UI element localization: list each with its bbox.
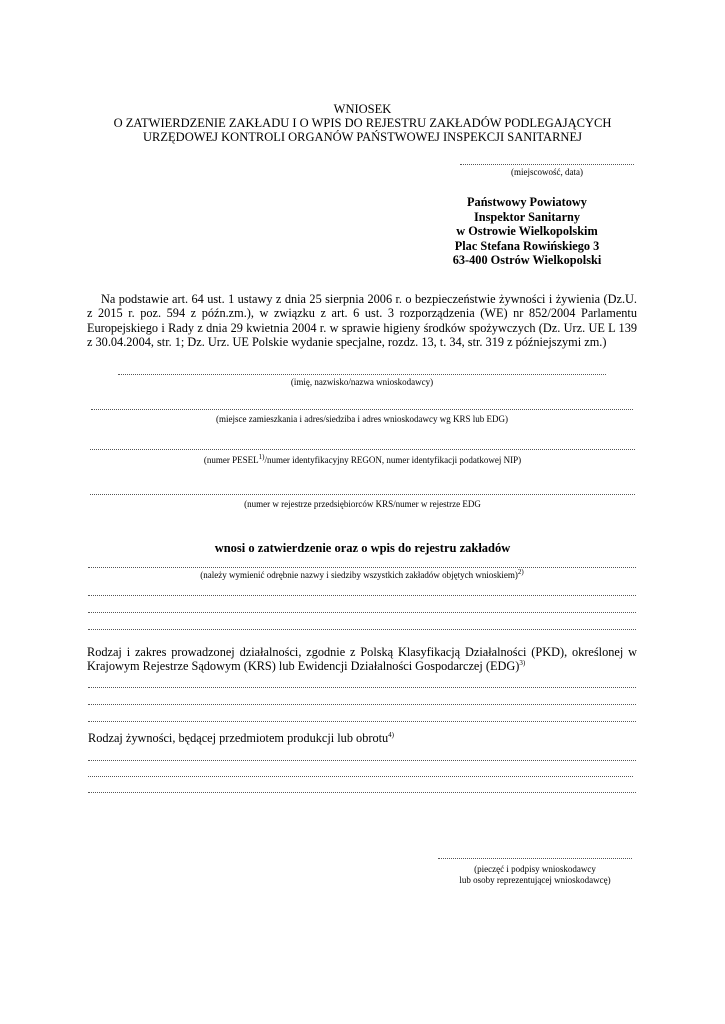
- food-type-description: [88, 731, 636, 745]
- signature-label: [438, 864, 632, 886]
- register-number-label: (numer w rejestrze przedsiębiorców KRS/numer w rejestrze EDG: [244, 499, 481, 509]
- activity-line-3[interactable]: [88, 721, 636, 722]
- title-line-2: O ZATWIERDZENIE ZAKŁADU I O WPIS DO REJESTRU ZAKŁADÓW PODLEGAJĄCYCH: [113, 116, 612, 130]
- applicant-name-line[interactable]: [118, 374, 606, 375]
- food-type-line-2[interactable]: [88, 776, 633, 777]
- register-number-line[interactable]: [90, 494, 635, 495]
- food-type-text: Rodzaj żywności, będącej przedmiotem produkcji lub obrotu: [88, 731, 389, 745]
- footnote-1-marker: 1): [258, 453, 265, 461]
- footnote-4-marker: 4): [388, 730, 395, 739]
- addressee-line-2: Inspektor Sanitarny: [473, 209, 581, 224]
- establishments-line-4[interactable]: [88, 629, 636, 630]
- addressee-line-5: 63-400 Ostrów Wielkopolski: [452, 253, 602, 267]
- legal-basis-paragraph: Na podstawie art. 64 ust. 1 ustawy z dnia 25 sierpnia 2006 r. o bezpieczeństwie żywności i żywienia (Dz.U. z 2015 r. poz. 594 z późn.zm.), w związku z art. 6 ust. 3 rozporządzenia (WE) nr 852/2004 Parlamentu Europejskiego i Rady z dnia 29 kwietnia 2004 r. w sprawie higieny środków spożywczych (Dz. Urz. UE L 139 z 30.04.2004, str. 1; Dz. Urz. UE Polskie wydanie specjalne, rozdz. 13, t. 34, str. 319 z późniejszymi zm.): [87, 292, 637, 349]
- place-date-line[interactable]: [460, 164, 634, 165]
- place-date-label: (miejscowość, data): [511, 167, 583, 177]
- document-title: [40, 102, 685, 144]
- addressee-line-3: w Ostrowie Wielkopolskim: [456, 224, 598, 238]
- activity-line-2[interactable]: [88, 704, 636, 705]
- establishments-line-3[interactable]: [88, 612, 636, 613]
- activity-description: [87, 645, 637, 674]
- activity-text: Rodzaj i zakres prowadzonej działalności, zgodnie z Polską Klasyfikacją Działalności (PKD), określonej w Krajowym Rejestrze Sądowym (KRS) lub Ewidencji Działalności Gospodarczej (EDG): [87, 645, 637, 674]
- addressee-line-4: Plac Stefana Rowińskiego 3: [454, 238, 600, 253]
- establishments-line-1[interactable]: [88, 567, 636, 568]
- ids-label-part-2: /numer identyfikacyjny REGON, numer identyfikacji podatkowej NIP): [264, 455, 522, 465]
- signature-label-line-1: (pieczęć i podpisy wnioskodawcy: [474, 864, 596, 874]
- applicant-address-label: (miejsce zamieszkania i adres/siedziba i adres wnioskodawcy wg KRS lub EDG): [216, 414, 508, 424]
- establishments-line-2[interactable]: [88, 595, 636, 596]
- footnote-3-marker: 3): [519, 659, 526, 668]
- footnote-2-marker: 2): [517, 568, 524, 576]
- signature-line[interactable]: [438, 858, 632, 859]
- addressee-line-1: Państwowy Powiatowy: [467, 195, 587, 209]
- title-line-1: WNIOSEK: [333, 102, 392, 116]
- activity-line-1[interactable]: [88, 687, 636, 688]
- signature-label-line-2: lub osoby reprezentującej wnioskodawcę): [459, 875, 611, 885]
- establishments-label: [88, 570, 636, 581]
- addressee-block: [420, 195, 634, 268]
- request-heading: wnosi o zatwierdzenie oraz o wpis do rejestru zakładów: [214, 541, 511, 555]
- title-line-3: URZĘDOWEJ KONTROLI ORGANÓW PAŃSTWOWEJ INSPEKCJI SANITARNEJ: [143, 130, 582, 144]
- ids-label-part-1: (numer PESEL: [203, 455, 259, 465]
- applicant-address-line[interactable]: [91, 409, 633, 410]
- applicant-name-label: (imię, nazwisko/nazwa wnioskodawcy): [290, 377, 434, 387]
- applicant-ids-label: [90, 455, 635, 466]
- establishments-label-text: (należy wymienić odrębnie nazwy i siedziby wszystkich zakładów objętych wnioskiem): [200, 570, 518, 580]
- food-type-line-1[interactable]: [88, 760, 636, 761]
- food-type-line-3[interactable]: [88, 792, 636, 793]
- applicant-ids-line[interactable]: [90, 449, 635, 450]
